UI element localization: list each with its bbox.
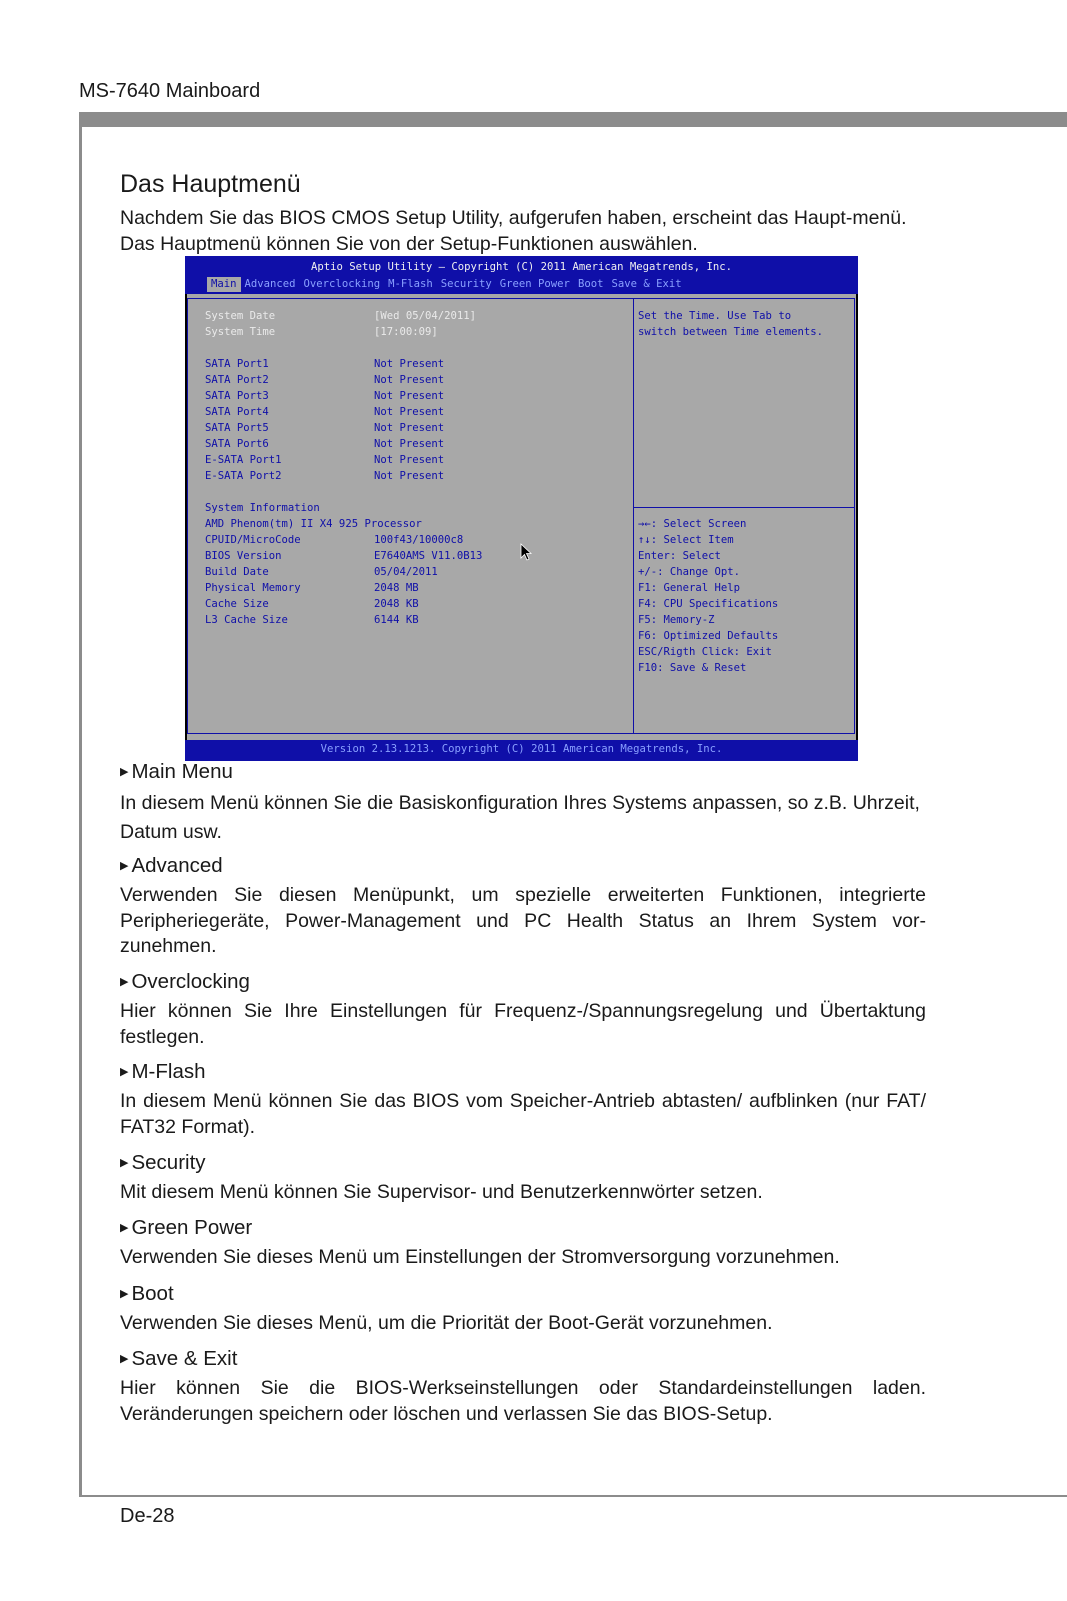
bios-row-label: Build Date <box>205 566 269 578</box>
item-title-text: Advanced <box>131 854 223 877</box>
bios-key-hint: ↑↓: Select Item <box>638 534 734 546</box>
bios-row-label: CPUID/MicroCode <box>205 534 301 546</box>
item-title-m-flash <box>120 1060 206 1084</box>
item-title-text: Main Menu <box>131 760 233 783</box>
item-title-save-exit <box>120 1347 237 1371</box>
item-title-text: Overclocking <box>131 970 250 993</box>
item-text-m-flash: In diesem Menü können Sie das BIOS vom Speicher-Antrieb abtasten/ aufblinken (nur FAT/ FAT32 Format). <box>120 1090 926 1138</box>
bios-key-hint: +/-: Change Opt. <box>638 566 741 578</box>
bios-body <box>187 294 856 740</box>
bios-tab-save-exit[interactable]: Save & Exit <box>611 278 682 290</box>
triangle-bullet-icon: ▶ <box>120 976 129 988</box>
bios-tabs <box>207 277 686 292</box>
bios-row-label: AMD Phenom(tm) II X4 925 Processor <box>205 518 422 530</box>
bios-help-text: Set the Time. Use Tab to <box>638 310 792 322</box>
bios-tab-advanced[interactable]: Advanced <box>244 278 296 290</box>
triangle-bullet-icon: ▶ <box>120 1288 129 1300</box>
item-title-green-power <box>120 1216 252 1240</box>
bios-header <box>185 256 858 294</box>
item-text-security: Mit diesem Menü können Sie Supervisor- und Benutzerkennwörter setzen. <box>120 1181 763 1203</box>
header-bar <box>79 112 1067 127</box>
bios-help-text: switch between Time elements. <box>638 326 823 338</box>
bios-row-value: Not Present <box>374 406 445 418</box>
triangle-bullet-icon: ▶ <box>120 1353 129 1365</box>
bios-row-label: SATA Port6 <box>205 438 269 450</box>
bios-row-label: BIOS Version <box>205 550 282 562</box>
bios-row-value: Not Present <box>374 358 445 370</box>
bios-tab-green-power[interactable]: Green Power <box>499 278 570 290</box>
item-title-boot <box>120 1282 174 1306</box>
bios-help-separator <box>634 507 854 508</box>
manual-header-title: MS-7640 Mainboard <box>79 80 261 102</box>
bios-row-value: 100f43/10000c8 <box>374 534 464 546</box>
triangle-bullet-icon: ▶ <box>120 860 129 872</box>
bios-row-label: SATA Port3 <box>205 390 269 402</box>
bios-footer <box>185 740 858 761</box>
item-text-boot: Verwenden Sie dieses Menü, um die Priorität der Boot-Gerät vorzunehmen. <box>120 1312 773 1334</box>
bios-row-value[interactable]: [17:00:09] <box>374 326 438 338</box>
item-text-green-power: Verwenden Sie dieses Menü um Einstellungen der Stromversorgung vorzunehmen. <box>120 1246 840 1268</box>
bios-row-value: Not Present <box>374 438 445 450</box>
bios-row-value[interactable]: [Wed 05/04/2011] <box>374 310 477 322</box>
item-title-overclocking <box>120 970 250 994</box>
bios-key-hint: F6: Optimized Defaults <box>638 630 779 642</box>
bios-row-value: Not Present <box>374 470 445 482</box>
bios-screenshot <box>185 256 858 761</box>
bios-key-hint: ESC/Rigth Click: Exit <box>638 646 772 658</box>
item-text-advanced: Verwenden Sie diesen Menüpunkt, um spezielle erweiterten Funktionen, integrierte Peripheriegeräte, Power-Management und PC Health Status an Ihrem System vor-zunehmen. <box>120 884 926 957</box>
item-title-text: Boot <box>131 1282 174 1305</box>
triangle-bullet-icon: ▶ <box>120 1066 129 1078</box>
item-title-text: Save & Exit <box>131 1347 238 1370</box>
item-title-advanced <box>120 854 223 878</box>
bios-row-value: 6144 KB <box>374 614 419 626</box>
bios-row-label: System Information <box>205 502 320 514</box>
bios-footer-text: Version 2.13.1213. Copyright (C) 2011 American Megatrends, Inc. <box>320 743 723 755</box>
bios-row-label: Physical Memory <box>205 582 301 594</box>
bios-key-hint: F1: General Help <box>638 582 741 594</box>
item-title-text: Security <box>131 1151 206 1174</box>
item-text-overclocking: Hier können Sie Ihre Einstellungen für Frequenz-/Spannungsregelung und Übertaktung festlegen. <box>120 1000 926 1048</box>
bios-tab-overclocking[interactable]: Overclocking <box>303 278 381 290</box>
section-title: Das Hauptmenü <box>120 170 301 198</box>
bios-key-hint: F4: CPU Specifications <box>638 598 779 610</box>
bios-row-label: System Date <box>205 310 276 322</box>
bios-tab-main[interactable]: Main <box>207 277 241 292</box>
bios-key-hint: F5: Memory-Z <box>638 614 715 626</box>
bios-row-label: L3 Cache Size <box>205 614 288 626</box>
bios-row-label: System Time <box>205 326 276 338</box>
bios-key-hint: Enter: Select <box>638 550 721 562</box>
triangle-bullet-icon: ▶ <box>120 1222 129 1234</box>
bios-key-hint: F10: Save & Reset <box>638 662 747 674</box>
mouse-pointer-icon <box>520 543 534 563</box>
bios-row-value: Not Present <box>374 390 445 402</box>
bios-row-value: 2048 MB <box>374 582 419 594</box>
bios-row-label: SATA Port1 <box>205 358 269 370</box>
bios-key-hint: →←: Select Screen <box>638 518 747 530</box>
item-title-security <box>120 1151 206 1175</box>
item-title-text: Green Power <box>131 1216 253 1239</box>
bios-tab-m-flash[interactable]: M-Flash <box>388 278 433 290</box>
bios-row-value: 05/04/2011 <box>374 566 438 578</box>
item-text-save-exit: Hier können Sie die BIOS-Werkseinstellungen oder Standardeinstellungen laden. Veränderungen speichern oder löschen und verlassen Sie das BIOS-Setup. <box>120 1377 926 1425</box>
bios-row-label: Cache Size <box>205 598 269 610</box>
bottom-rule <box>79 1495 1067 1497</box>
bios-row-label: E-SATA Port1 <box>205 454 282 466</box>
page-number: De-28 <box>120 1505 175 1527</box>
item-text-main-menu: In diesem Menü können Sie die Basiskonfiguration Ihres Systems anpassen, so z.B. Uhrzeit, Datum usw. <box>120 792 920 843</box>
bios-row-label: SATA Port4 <box>205 406 269 418</box>
bios-tab-security[interactable]: Security <box>440 278 492 290</box>
bios-row-label: E-SATA Port2 <box>205 470 282 482</box>
bios-row-value: 2048 KB <box>374 598 419 610</box>
bios-title: Aptio Setup Utility – Copyright (C) 2011 American Megatrends, Inc. <box>311 261 732 273</box>
item-title-text: M-Flash <box>131 1060 206 1083</box>
bios-row-value: E7640AMS V11.0B13 <box>374 550 483 562</box>
bios-row-label: SATA Port2 <box>205 374 269 386</box>
bios-row-value: Not Present <box>374 454 445 466</box>
bios-row-value: Not Present <box>374 422 445 434</box>
bios-tab-boot[interactable]: Boot <box>577 278 604 290</box>
bios-row-label: SATA Port5 <box>205 422 269 434</box>
section-intro: Nachdem Sie das BIOS CMOS Setup Utility, aufgerufen haben, erscheint das Haupt-menü. Das Hauptmenü können Sie von der Setup-Funktionen auswählen. <box>120 207 907 255</box>
triangle-bullet-icon: ▶ <box>120 1157 129 1169</box>
bios-row-value: Not Present <box>374 374 445 386</box>
triangle-bullet-icon: ▶ <box>120 766 129 778</box>
left-rule <box>79 112 82 1497</box>
item-title-main-menu <box>120 760 233 784</box>
